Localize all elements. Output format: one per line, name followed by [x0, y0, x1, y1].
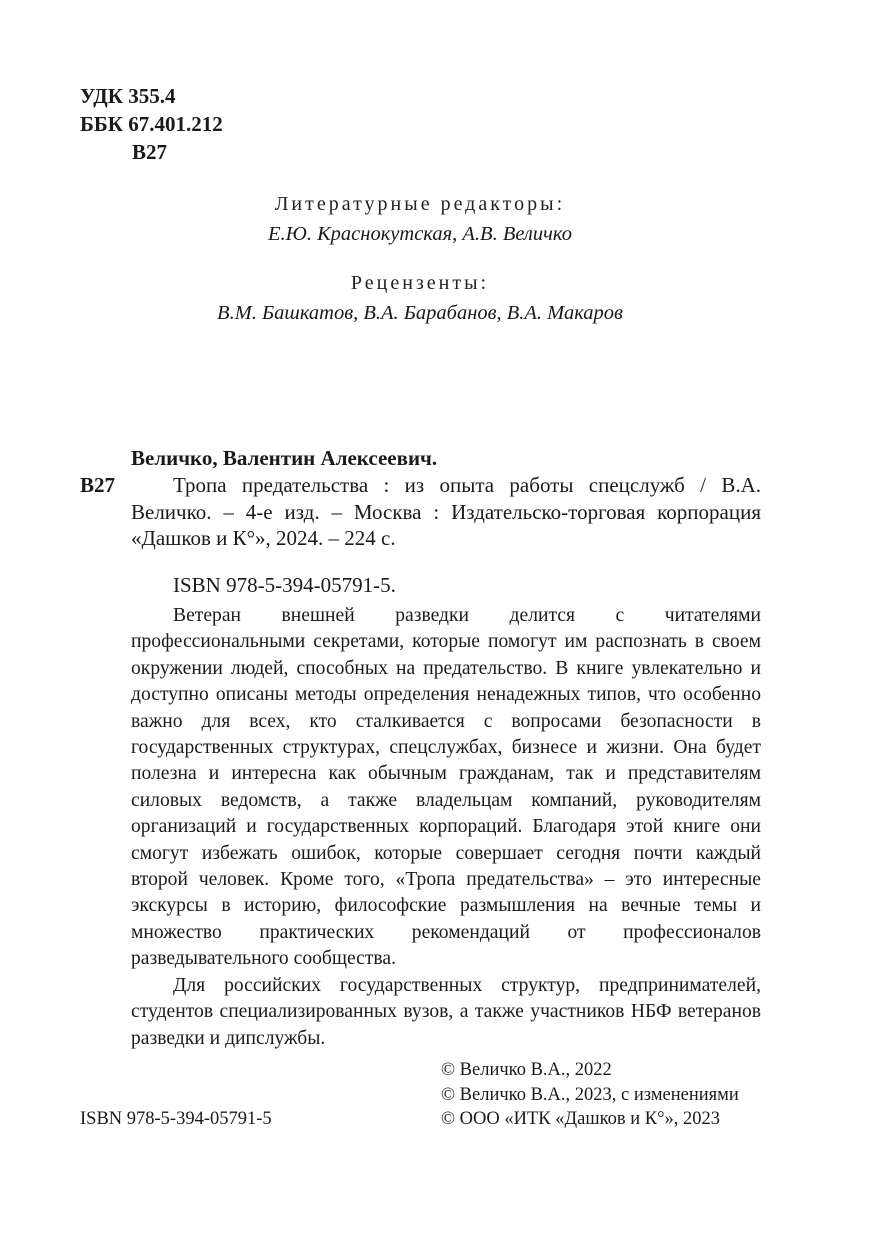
- annotation-paragraph: Для российских государственных структур, предпринимателей, студентов специализированных вузов, а также участников НБФ ветеранов разведки и дипслужбы.: [131, 974, 761, 1049]
- reviewers-role: Рецензенты:: [350, 272, 490, 294]
- udk-code: УДК 355.4: [80, 84, 176, 108]
- annotation: [131, 603, 761, 1052]
- editors-names: Е.Ю. Краснокутская, А.В. Величко: [268, 223, 572, 245]
- isbn-footer: ISBN 978-5-394-05791-5: [80, 1109, 272, 1129]
- bbk-code: ББК 67.401.212: [80, 112, 223, 136]
- entry-author-mark: В27: [80, 473, 116, 497]
- bibliographic-description: Тропа предательства : из опыта работы спецслужб / В.А. Величко. – 4-е изд. – Москва : Издательско-торговая корпорация «Дашков и К°», 2024. – 224 с.: [131, 473, 761, 550]
- reviewers-block: [80, 268, 760, 328]
- author-heading: Величко, Валентин Алексеевич.: [131, 446, 438, 470]
- isbn-line: ISBN 978-5-394-05791-5.: [173, 573, 396, 597]
- classification-block: [80, 82, 223, 166]
- copyright-line: © Величко В.А., 2023, с изменениями: [441, 1084, 739, 1105]
- annotation-paragraph: Ветеран внешней разведки делится с читателями профессиональными секретами, которые помогут им распознать в своем окружении людей, способных на предательство. В книге увлекательно и доступно описаны методы определения ненадежных типов, что особенно важно для всех, кто сталкивается с вопросами безопасности в государственных структурах, спецслужбах, бизнесе и жизни. Она будет полезна и интересна как обычным гражданам, так и представителям силовых ведомств, а также владельцам компаний, руководителям организаций и государственных корпораций. Благодаря этой книге они смогут избежать ошибок, которые совершает сегодня почти каждый второй человек. Кроме того, «Тропа предательства» – это интересные экскурсы в историю, философские размышления на вечные темы и множество практических рекомендаций от профессионалов разведывательного сообщества.: [131, 605, 761, 970]
- copyright-line: © Величко В.А., 2022: [441, 1060, 612, 1080]
- author-mark: В27: [132, 140, 168, 164]
- copyright-line: © ООО «ИТК «Дашков и К°», 2023: [441, 1109, 721, 1129]
- editors-block: [80, 189, 760, 249]
- copyright-notices: [441, 1058, 739, 1132]
- reviewers-names: В.М. Башкатов, В.А. Барабанов, В.А. Макаров: [217, 302, 623, 324]
- editors-role: Литературные редакторы:: [274, 193, 566, 215]
